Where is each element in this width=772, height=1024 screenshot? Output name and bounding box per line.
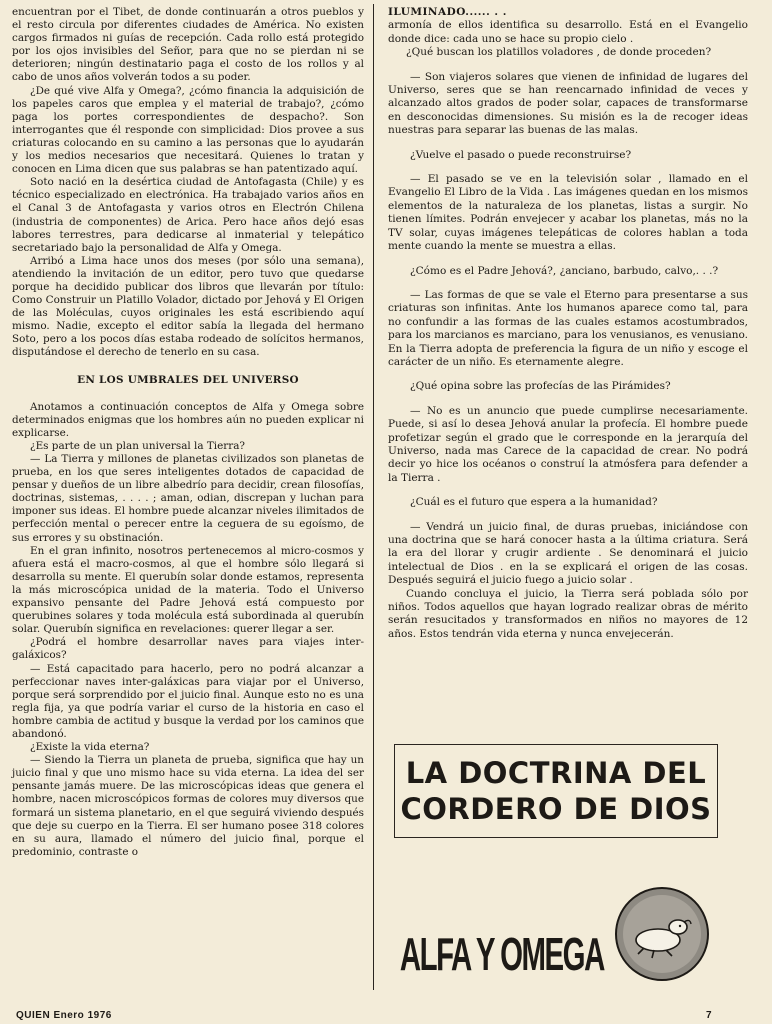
right-answer-4: — No es un anuncio que puede cumplirse necesariamente. Puede, si así lo desea Jehová anular la profecía. El hombre puede profetizar según el grado que le corresponde en la jerarquía del Universo, nada mas Carece de la capacidad de crear. No podrá decir yo hice los océanos o construí la atmósfera para defender a la Tierra . xyxy=(388,404,748,484)
lamb-seal-icon xyxy=(614,886,710,982)
left-paragraph-1: encuentran por el Tibet, de donde continuarán a otros pueblos y el resto circula por diferentes ciudades de América. No existen cargos firmados ni guías de recepción. Cada rollo está protegido por los ojos invisibles del Señor, para que no se pierdan ni se deterioren; ningún destinatario paga el costo de los rollos y al cabo de unos años volverán todos a su poder. xyxy=(12,6,364,84)
column-divider xyxy=(373,4,374,990)
section-subheading: EN LOS UMBRALES DEL UNIVERSO xyxy=(77,373,299,386)
footer-publication: QUIEN Enero 1976 xyxy=(16,1010,112,1021)
right-answer-5: — Vendrá un juicio final, de duras pruebas, iniciándose con una doctrina que se hará conocer hasta a la última criatura. Será la era del llorar y crugir ardiente . Se denominará el juicio intelectual de Dios . en la se explicará el origen de las cosas. Después seguirá el juicio fuego a juicio solar . xyxy=(388,520,748,587)
doctrine-title-line-1: LA DOCTRINA DEL xyxy=(405,756,707,790)
right-question-2: ¿Vuelve el pasado o puede reconstruirse? xyxy=(410,148,632,161)
right-answer-2: — El pasado se ve en la televisión solar , llamado en el Evangelio El Libro de la Vida . Las imágenes quedan en los mismos elementos de la naturaleza de los planetas, listas a surgir. No tienen límites. Podrán envejecer y acabar los planetas, más no la TV solar, cuyas imágenes telepáticas de colores hablan a toda mente cuando la mente se muestra a ellas. xyxy=(388,173,748,253)
left-paragraph-5: Anotamos a continuación conceptos de Alfa y Omega sobre determinados enigmas que los hombres aún no pueden explicar ni explicarse. xyxy=(12,400,364,439)
logo-lettering: ALFA Y OMEGA xyxy=(399,929,604,981)
right-question-5: ¿Cuál es el futuro que espera a la humanidad? xyxy=(410,496,658,509)
right-paragraph-1: armonía de ellos identifica su desarrollo. Está en el Evangelio donde dice: cada uno se hace su propio cielo . xyxy=(388,19,748,45)
left-question-3: ¿Existe la vida eterna? xyxy=(30,741,150,754)
right-column xyxy=(388,6,748,641)
left-question-2: ¿Podrá el hombre desarrollar naves para viajes inter-galáxicos? xyxy=(12,636,364,662)
left-question-1: ¿Es parte de un plan universal la Tierra? xyxy=(30,439,245,452)
left-answer-3: — Siendo la Tierra un planeta de prueba, significa que hay un juicio final y que uno mismo hace su vida eterna. La idea del ser pensante jamás muere. De las microscópicas ideas que genera el hombre, nacen microscópicos formas de colores muy diversos que formará un sistema planetario, en el que seguirá viviendo después que deje su cuerpo en la Tierra. El ser humano posee 318 colores en su aura, llamado el número del juicio final, porque el predominio, contraste o xyxy=(12,754,364,858)
footer-page-number: 7 xyxy=(706,1010,712,1021)
right-question-1: ¿Qué buscan los platillos voladores , de donde proceden? xyxy=(406,46,712,59)
left-answer-1: — La Tierra y millones de planetas civilizados son planetas de prueba, en los que seres inteligentes dotados de capacidad de pensar y dueños de un libre albedrío para decidir, crean filosofías, doctrinas, sistemas, . . . . ; aman, odian, discrepan y luchan para imponer sus ideas. El hombre puede alcanzar niveles ilimitados de perfección mental o perecer entre la ceguera de su egoísmo, de sus errores y su obstinación. xyxy=(12,453,364,544)
left-paragraph-4: Arribó a Lima hace unos dos meses (por sólo una semana), atendiendo la invitación de un editor, pero tuvo que quedarse porque ha decidido publicar dos libros que llevarán por título: Como Construir un Platillo Volador, dictado por Jehová y El Origen de las Moléculas, cuyos originales les está escribiendo aquí mismo. Nadie, excepto el editor sabía la llegada del hermano Soto, pero a los pocos días estaba rodeado de solícitos hermanos, disputándose el derecho de tenerlo en su casa. xyxy=(12,254,364,359)
left-paragraph-6: En el gran infinito, nosotros pertenecemos al micro-cosmos y afuera está el macro-cosmos, al que el hombre sólo llegará si desarrolla su mente. El querubín solar donde estamos, representa la más microscópica unidad de la materia. Todo el Universo expansivo pensante del Padre Jehová está compuesto por querubines solares y toda molécula está subordinada al querubín solar. Querubín significa en revelaciones: querer llegar a ser. xyxy=(12,544,364,636)
doctrine-title-line-2: CORDERO DE DIOS xyxy=(400,792,712,826)
left-answer-2: — Está capacitado para hacerlo, pero no podrá alcanzar a perfeccionar naves inter-galáxicas para viajar por el Universo, porque será sorprendido por el juicio final. Aunque esto no es una regla fija, ya que podría variar el curso de la historia en caso el hombre cambia de actitud y busque la verdad por los caminos que abandonó. xyxy=(12,662,364,740)
left-paragraph-2: ¿De qué vive Alfa y Omega?, ¿cómo financia la adquisición de los papeles caros que emplea y el material de trabajo?, ¿cómo paga los portes correspondientes de despacho?. Son interrogantes que él responde con simplicidad: Dios provee a sus criaturas colocando en su camino a las personas que lo ayudarán y los medios necesarios que necesitará. Quienes lo tratan y conocen en Lima dicen que sus palabras se han patentizado aquí. xyxy=(12,84,364,176)
doctrine-title-box xyxy=(394,744,718,838)
left-column xyxy=(12,6,364,859)
right-answer-1: — Son viajeros solares que vienen de infinidad de lugares del Universo, seres que se han reencarnado infinidad de veces y alcanzado altos grados de poder solar, capaces de transformarse en desconocidas dimensiones. Su misión es la de recoger ideas nuestras para separar las buenas de las malas. xyxy=(388,70,748,137)
right-question-3: ¿Cómo es el Padre Jehová?, ¿anciano, barbudo, calvo,. . .? xyxy=(410,264,719,277)
alfa-y-omega-logo xyxy=(396,908,604,988)
right-question-4: ¿Qué opina sobre las profecías de las Pirámides? xyxy=(410,380,671,393)
left-paragraph-3: Soto nació en la desértica ciudad de Antofagasta (Chile) y es técnico especializado en electrónica. Ha trabajado varios años en el Canal 3 de Antofagasta y varios otros en Electrón Chilena (industria de componentes) de Arica. Pero hace años dejó esas labores terrestres, para dedicarse al inmaterial y telepático secretariado bajo la personalidad de Alfa y Omega. xyxy=(12,176,364,254)
right-paragraph-final: Cuando concluya el juicio, la Tierra será poblada sólo por niños. Todos aquellos que hayan logrado realizar obras de mérito serán resucitados y transformados en niños no mayores de 12 años. Estos tendrán vida eterna y nunca envejecerán. xyxy=(388,587,748,640)
right-answer-3: — Las formas de que se vale el Eterno para presentarse a sus criaturas son infinitas. Ante los humanos aparece como tal, para no confundir a las formas de las cuales estamos acostumbrados, para los marcianos es marciano, para los venusianos, es venusiano. En la Tierra adopta de preferencia la figura de un niño y escoge el carácter de un niño. Es eternamente alegre. xyxy=(388,288,748,368)
top-note: ILUMINADO...... . . xyxy=(388,6,507,18)
